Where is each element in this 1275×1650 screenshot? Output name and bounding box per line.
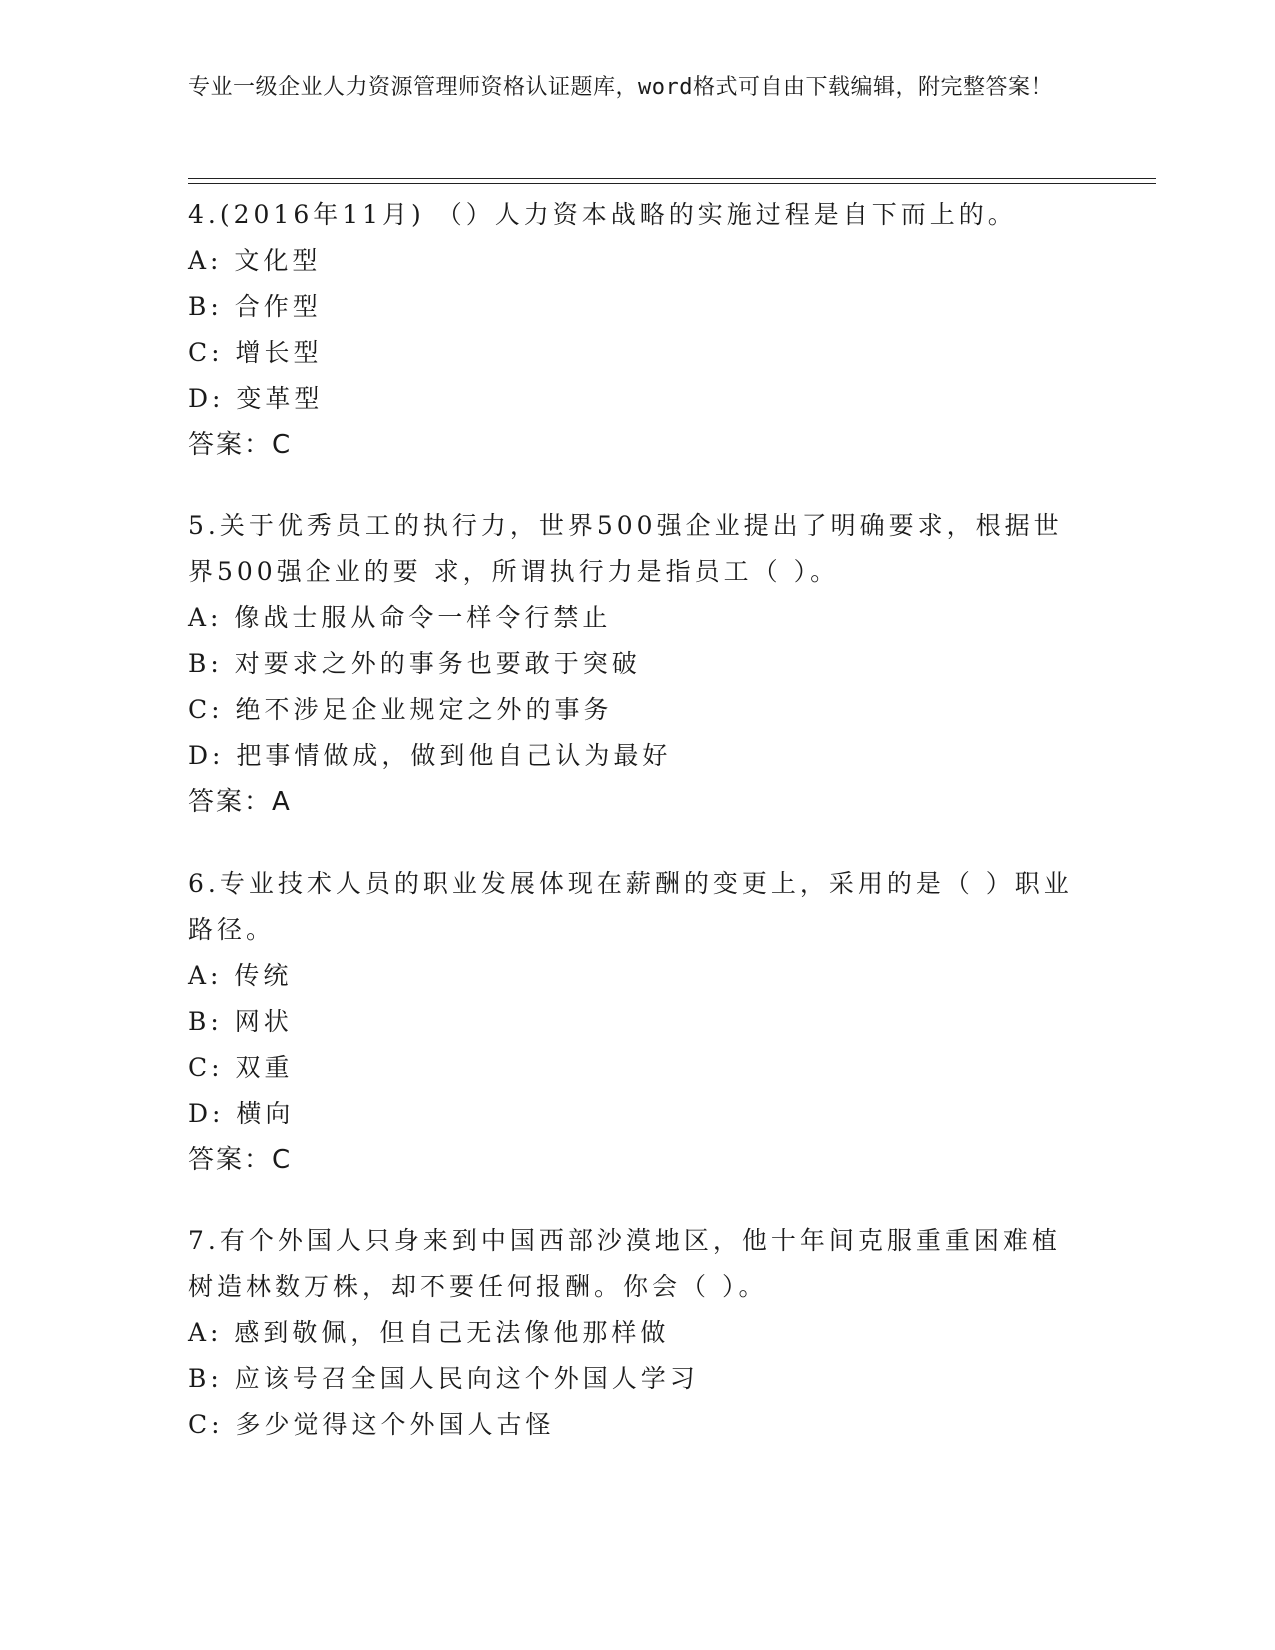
question-5 — [188, 503, 1088, 825]
question-7 — [188, 1218, 1088, 1448]
document-header: 专业一级企业人力资源管理师资格认证题库，word格式可自由下载编辑，附完整答案！ — [188, 75, 1053, 100]
option-a: A: 传统 — [188, 961, 293, 990]
question-stem-line-1: 7.有个外国人只身来到中国西部沙漠地区，他十年间克服重重困难植 — [188, 1226, 1061, 1255]
question-stem-line-1: 5.关于优秀员工的执行力，世界500强企业提出了明确要求，根据世 — [188, 511, 1063, 540]
option-c: C: 增长型 — [188, 338, 323, 367]
answer: 答案：C — [188, 430, 293, 460]
question-stem-line-2: 界500强企业的要 求，所谓执行力是指员工（ ）。 — [188, 557, 840, 586]
option-b: B: 对要求之外的事务也要敢于突破 — [188, 649, 641, 678]
header-rule-bottom — [188, 183, 1156, 184]
option-d: D: 横向 — [188, 1099, 295, 1128]
answer: 答案：C — [188, 1145, 293, 1175]
option-a: A: 文化型 — [188, 246, 322, 275]
option-a: A: 感到敬佩，但自己无法像他那样做 — [188, 1318, 670, 1347]
option-c: C: 多少觉得这个外国人古怪 — [188, 1410, 555, 1439]
answer: 答案：A — [188, 787, 292, 817]
question-stem-line-1: 6.专业技术人员的职业发展体现在薪酬的变更上，采用的是（ ）职业 — [188, 869, 1073, 898]
option-b: B: 应该号召全国人民向这个外国人学习 — [188, 1364, 699, 1393]
option-c: C: 双重 — [188, 1053, 294, 1082]
option-a: A: 像战士服从命令一样令行禁止 — [188, 603, 612, 632]
question-stem-line-2: 树造林数万株，却不要任何报酬。你会（ ）。 — [188, 1272, 768, 1301]
question-stem: 4.(2016年11月) （）人力资本战略的实施过程是自下而上的。 — [188, 200, 1017, 229]
option-b: B: 合作型 — [188, 292, 322, 321]
option-b: B: 网状 — [188, 1007, 293, 1036]
option-d: D: 变革型 — [188, 384, 324, 413]
question-4 — [188, 192, 1088, 468]
option-c: C: 绝不涉足企业规定之外的事务 — [188, 695, 613, 724]
option-d: D: 把事情做成，做到他自己认为最好 — [188, 741, 672, 770]
question-6 — [188, 861, 1088, 1183]
header-rule-top — [188, 178, 1156, 179]
question-stem-line-2: 路径。 — [188, 915, 276, 944]
